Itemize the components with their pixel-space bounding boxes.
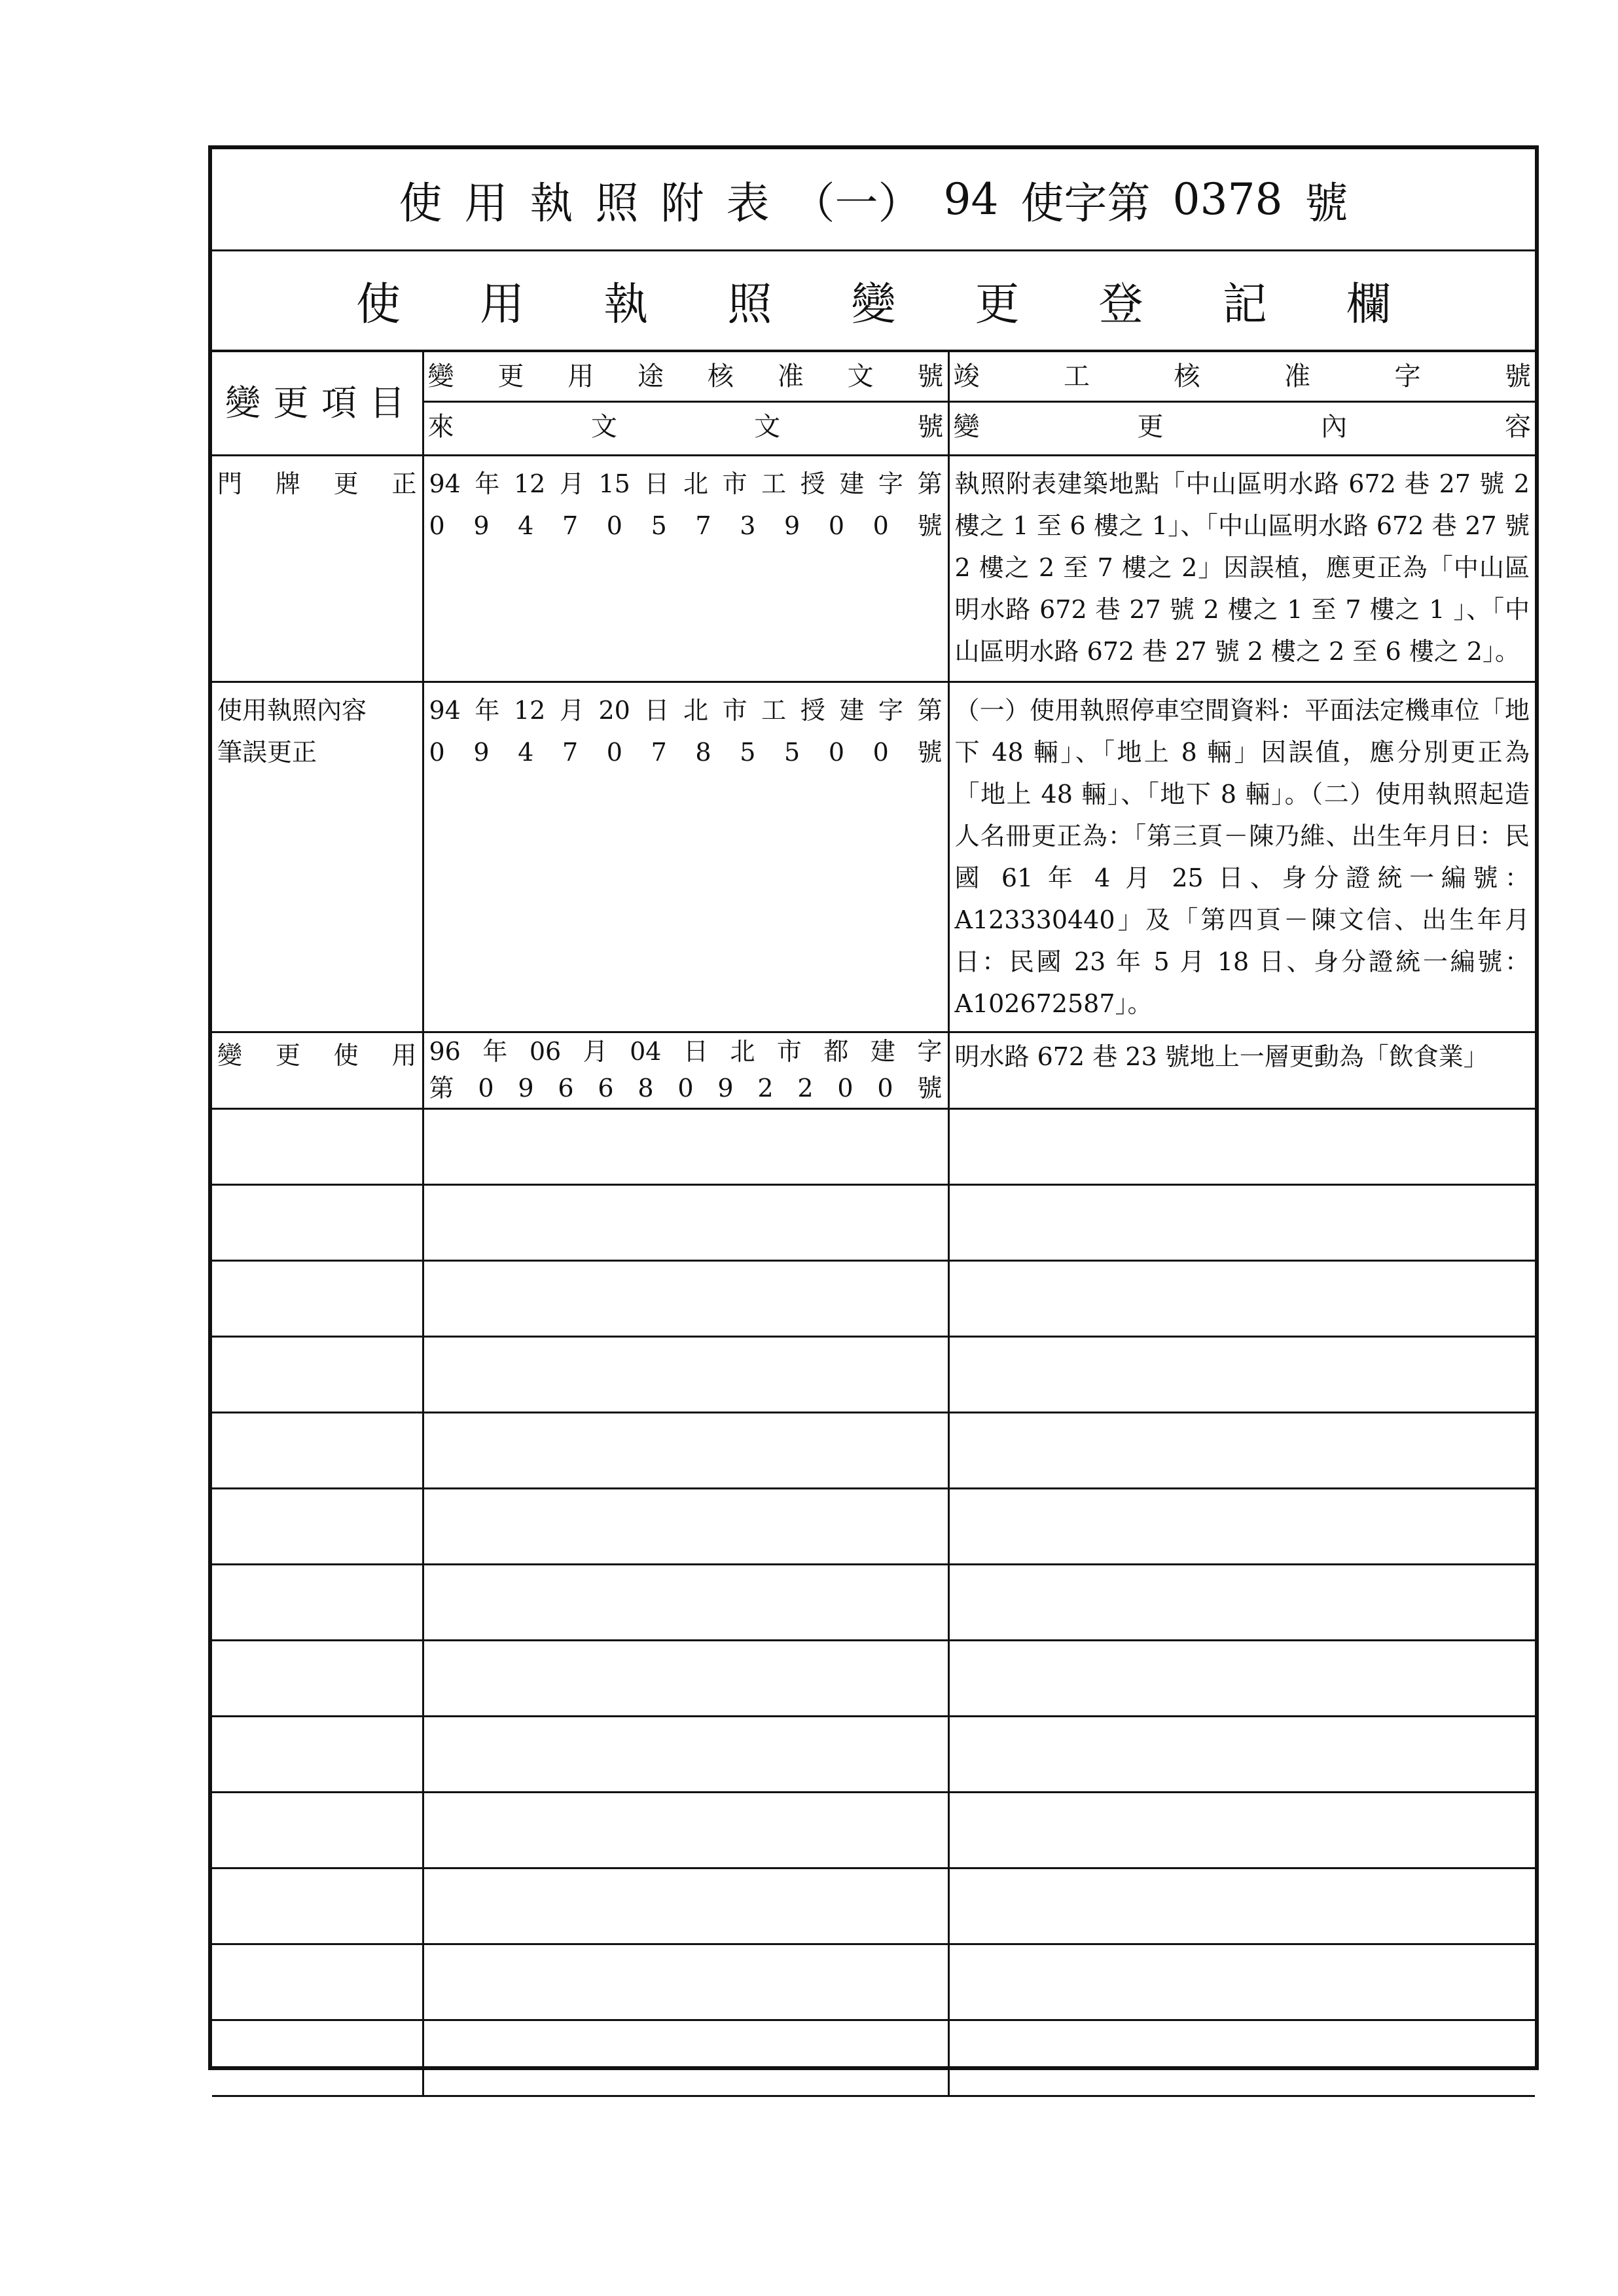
section-title-char: 登 xyxy=(1098,278,1143,331)
header-change-content xyxy=(950,401,1536,451)
section-title-char: 記 xyxy=(1222,278,1267,331)
doc-char: 北 xyxy=(683,469,709,498)
empty-row xyxy=(212,1337,1535,1413)
doc-char: 94 xyxy=(429,696,461,725)
empty-cell xyxy=(948,1641,1535,1717)
doc-line-2 xyxy=(429,1070,943,1106)
doc-char: 7 xyxy=(651,738,667,767)
doc-char: 0 xyxy=(872,738,889,767)
doc-char: 8 xyxy=(695,738,711,767)
section-title-char: 用 xyxy=(480,278,525,331)
header-item-label xyxy=(212,352,422,454)
header-char: 變 xyxy=(427,361,454,392)
empty-cell xyxy=(948,1109,1535,1185)
doc-char: 9 xyxy=(784,511,800,540)
doc-char: 建 xyxy=(839,696,865,725)
empty-cell xyxy=(423,1641,948,1717)
header-char: 核 xyxy=(707,361,734,392)
empty-cell xyxy=(212,1793,423,1868)
doc-char: 0 xyxy=(877,1074,893,1102)
doc-char: 9 xyxy=(473,511,490,540)
doc-char: 年 xyxy=(482,1037,508,1066)
doc-char: 建 xyxy=(839,469,865,498)
title-number: 94 xyxy=(943,174,999,225)
header-char: 來 xyxy=(427,412,454,442)
doc-char: 授 xyxy=(800,696,825,725)
doc-char: 北 xyxy=(730,1037,755,1066)
empty-cell xyxy=(212,1109,423,1185)
empty-cell xyxy=(212,2020,423,2096)
empty-cell xyxy=(212,1565,423,1641)
doc-line-2 xyxy=(429,731,943,773)
empty-cell xyxy=(212,1413,423,1489)
doc-line-1 xyxy=(429,689,943,731)
empty-cell xyxy=(212,1261,423,1337)
doc-line-1 xyxy=(429,463,943,505)
doc-char: 工 xyxy=(761,469,787,498)
empty-cell xyxy=(948,1413,1535,1489)
doc-char: 字 xyxy=(878,696,903,725)
doc-char: 市 xyxy=(776,1037,802,1066)
doc-char: 9 xyxy=(473,738,490,767)
section-title-chars xyxy=(356,251,1391,350)
row-item-label-line-1: 使用執照內容 xyxy=(217,696,367,725)
header-char: 號 xyxy=(1505,361,1531,392)
row-doc-cell xyxy=(423,1032,948,1109)
empty-cell xyxy=(212,1868,423,1944)
doc-char: 7 xyxy=(562,511,579,540)
doc-char: 12 xyxy=(514,469,546,498)
header-char: 文 xyxy=(847,361,874,392)
item-char: 更 xyxy=(275,1041,300,1070)
doc-char: 市 xyxy=(722,696,747,725)
empty-cell xyxy=(423,1793,948,1868)
row-doc-cell xyxy=(423,682,948,1032)
doc-char: 0 xyxy=(606,511,622,540)
header-char: 容 xyxy=(1504,412,1531,442)
doc-char: 0 xyxy=(872,511,889,540)
row-item-label-line-2: 筆誤更正 xyxy=(217,738,317,767)
doc-char: 工 xyxy=(761,696,787,725)
empty-row xyxy=(212,1717,1535,1793)
doc-char: 0 xyxy=(828,511,844,540)
page-title xyxy=(212,149,1535,251)
header-char: 變 xyxy=(953,412,980,442)
empty-cell xyxy=(948,2020,1535,2096)
doc-char: 北 xyxy=(683,696,709,725)
doc-char: 第 xyxy=(917,469,943,498)
doc-char: 第 xyxy=(429,1074,454,1102)
table-header-row xyxy=(212,352,1535,456)
doc-char: 日 xyxy=(683,1037,708,1066)
doc-char: 7 xyxy=(562,738,579,767)
empty-cell xyxy=(423,1413,948,1489)
header-char: 號 xyxy=(917,361,944,392)
header-char: 准 xyxy=(1284,361,1310,392)
section-title-char: 執 xyxy=(603,278,649,331)
title-char: 使字第 xyxy=(1020,178,1151,228)
empty-cell xyxy=(212,1489,423,1565)
header-doc-cell xyxy=(423,352,948,456)
doc-char: 5 xyxy=(784,738,800,767)
empty-cell xyxy=(423,1717,948,1793)
header-incoming-doc xyxy=(424,401,948,451)
empty-row xyxy=(212,1565,1535,1641)
empty-cell xyxy=(948,1261,1535,1337)
header-char: 內 xyxy=(1321,412,1348,442)
empty-cell xyxy=(948,1793,1535,1868)
empty-cell xyxy=(948,1944,1535,2020)
empty-cell xyxy=(212,1944,423,2020)
doc-char: 0 xyxy=(606,738,622,767)
row-item-cell xyxy=(212,682,423,1032)
item-char: 門 xyxy=(217,469,243,498)
title-char: （一） xyxy=(791,178,922,228)
doc-char: 6 xyxy=(598,1074,614,1102)
empty-cell xyxy=(423,1261,948,1337)
empty-cell xyxy=(948,1565,1535,1641)
empty-row xyxy=(212,1489,1535,1565)
empty-row xyxy=(212,1868,1535,1944)
doc-char: 9 xyxy=(518,1074,534,1102)
header-char: 號 xyxy=(917,412,944,442)
empty-row xyxy=(212,1413,1535,1489)
item-char: 更 xyxy=(333,469,359,498)
row-content-cell xyxy=(948,1032,1535,1109)
header-char: 工 xyxy=(1064,361,1090,392)
title-char: 執 xyxy=(530,178,573,228)
empty-cell xyxy=(948,1337,1535,1413)
doc-char: 0 xyxy=(837,1074,854,1102)
doc-char: 5 xyxy=(740,738,756,767)
doc-char: 12 xyxy=(514,696,546,725)
section-title-char: 變 xyxy=(851,278,896,331)
empty-row xyxy=(212,1793,1535,1868)
row-item-cell xyxy=(212,456,423,682)
doc-char: 年 xyxy=(475,696,500,725)
doc-char: 0 xyxy=(429,511,445,540)
title-char: 附 xyxy=(660,178,704,228)
doc-char: 建 xyxy=(870,1037,895,1066)
doc-char: 5 xyxy=(651,511,667,540)
empty-cell xyxy=(212,1641,423,1717)
doc-char: 0 xyxy=(478,1074,494,1102)
empty-cell xyxy=(423,1489,948,1565)
section-title-char: 使 xyxy=(356,278,401,331)
doc-char: 9 xyxy=(717,1074,734,1102)
doc-line-2 xyxy=(429,505,943,547)
empty-cell xyxy=(423,1185,948,1261)
header-char: 項 xyxy=(321,382,361,424)
header-char: 變 xyxy=(225,382,264,424)
doc-char: 號 xyxy=(917,738,943,767)
row-item-label xyxy=(217,463,417,505)
row-item-label xyxy=(217,1034,417,1076)
title-char: 照 xyxy=(595,178,639,228)
empty-cell xyxy=(948,1717,1535,1793)
doc-char: 0 xyxy=(828,738,844,767)
header-char: 竣 xyxy=(953,361,980,392)
doc-char: 2 xyxy=(757,1074,774,1102)
doc-char: 3 xyxy=(740,511,756,540)
empty-cell xyxy=(423,1868,948,1944)
empty-cell xyxy=(948,1185,1535,1261)
header-completion-no xyxy=(950,352,1536,401)
empty-cell xyxy=(423,1565,948,1641)
empty-cell xyxy=(948,1489,1535,1565)
title-char: 用 xyxy=(464,178,508,228)
header-char: 更 xyxy=(1137,412,1164,442)
doc-char: 0 xyxy=(677,1074,694,1102)
header-char: 更 xyxy=(497,361,524,392)
doc-char: 第 xyxy=(917,696,943,725)
doc-char: 6 xyxy=(558,1074,574,1102)
empty-row xyxy=(212,1261,1535,1337)
doc-char: 96 xyxy=(429,1037,461,1066)
doc-char: 月 xyxy=(583,1037,608,1066)
section-title-char: 更 xyxy=(975,278,1020,331)
item-char: 變 xyxy=(217,1041,243,1070)
section-title xyxy=(212,251,1535,352)
doc-char: 月 xyxy=(559,469,584,498)
doc-char: 市 xyxy=(722,469,747,498)
header-char: 字 xyxy=(1394,361,1421,392)
doc-char: 字 xyxy=(878,469,903,498)
empty-cell xyxy=(423,2020,948,2096)
title-char: 使 xyxy=(399,178,442,228)
section-title-char: 欄 xyxy=(1346,278,1391,331)
header-char: 用 xyxy=(567,361,594,392)
doc-char: 06 xyxy=(529,1037,562,1066)
doc-char: 日 xyxy=(644,696,670,725)
header-char: 准 xyxy=(777,361,804,392)
empty-cell xyxy=(423,1109,948,1185)
empty-row xyxy=(212,1185,1535,1261)
empty-row xyxy=(212,1944,1535,2020)
doc-char: 15 xyxy=(598,469,630,498)
empty-cell xyxy=(212,1337,423,1413)
header-char: 更 xyxy=(273,382,313,424)
empty-row xyxy=(212,1109,1535,1185)
change-content-text: （一）使用執照停車空間資料：平面法定機車位「地下 48 輛」、「地上 8 輛」因誤值，應分別更正為「地上 48 輛」、「地下 8 輛」。（二）使用執照起造人名冊更正為：「第三頁－陳乃維、出生年月日：民國 61 年 4 月 25 日、身分證統一編號：A123330440」及「第四頁－陳文信、出生年月日：民國 23 年 5 月 18 日、身分證統一編號：A102672587」。 xyxy=(954,696,1530,1018)
title-number: 0378 xyxy=(1172,174,1283,225)
empty-cell xyxy=(948,1868,1535,1944)
table-row xyxy=(212,456,1535,682)
doc-char: 都 xyxy=(823,1037,849,1066)
change-content-text: 執照附表建築地點「中山區明水路 672 巷 27 號 2 樓之 1 至 6 樓之 1」、「中山區明水路 672 巷 27 號 2 樓之 2 至 7 樓之 2」因誤植，應更正為「中山區明水路 672 巷 27 號 2 樓之 1 至 7 樓之 1 」、「中山區明水路 672 巷 27 號 2 樓之 2 至 6 樓之 2」。 xyxy=(954,469,1530,666)
section-title-char: 照 xyxy=(727,278,772,331)
header-approval-doc xyxy=(424,352,948,401)
header-char: 目 xyxy=(369,382,409,424)
header-char: 核 xyxy=(1174,361,1200,392)
doc-char: 94 xyxy=(429,469,461,498)
doc-char: 號 xyxy=(917,1074,943,1102)
empty-cell xyxy=(423,1944,948,2020)
permit-change-form xyxy=(208,145,1539,2070)
doc-char: 2 xyxy=(797,1074,814,1102)
item-char: 用 xyxy=(391,1041,417,1070)
doc-char: 8 xyxy=(638,1074,654,1102)
empty-cell xyxy=(423,1337,948,1413)
item-char: 使 xyxy=(333,1041,359,1070)
header-item-cell xyxy=(212,352,423,456)
item-char: 正 xyxy=(391,469,417,498)
doc-char: 0 xyxy=(429,738,445,767)
row-doc-cell xyxy=(423,456,948,682)
row-content-cell xyxy=(948,682,1535,1032)
doc-char: 日 xyxy=(644,469,670,498)
doc-char: 授 xyxy=(800,469,825,498)
doc-char: 20 xyxy=(598,696,630,725)
empty-cell xyxy=(212,1717,423,1793)
empty-row xyxy=(212,1641,1535,1717)
row-item-cell xyxy=(212,1032,423,1109)
header-char: 文 xyxy=(754,412,781,442)
doc-char: 字 xyxy=(917,1037,943,1066)
change-record-table xyxy=(212,352,1535,2097)
change-content-text: 明水路 672 巷 23 號地上一層更動為「飲食業」 xyxy=(954,1042,1488,1071)
header-char: 文 xyxy=(590,412,617,442)
doc-char: 4 xyxy=(518,511,534,540)
item-char: 牌 xyxy=(275,469,300,498)
empty-row xyxy=(212,2020,1535,2096)
table-row xyxy=(212,682,1535,1032)
doc-char: 4 xyxy=(518,738,534,767)
doc-char: 04 xyxy=(630,1037,662,1066)
row-content-cell xyxy=(948,456,1535,682)
table-row xyxy=(212,1032,1535,1109)
doc-char: 號 xyxy=(917,511,943,540)
title-char: 表 xyxy=(726,178,770,228)
doc-char: 月 xyxy=(559,696,584,725)
doc-line-1 xyxy=(429,1033,943,1070)
title-chars xyxy=(399,168,1348,230)
title-char: 號 xyxy=(1304,178,1348,228)
doc-char: 7 xyxy=(695,511,711,540)
doc-char: 年 xyxy=(475,469,500,498)
header-char: 途 xyxy=(638,361,664,392)
empty-cell xyxy=(212,1185,423,1261)
header-content-cell xyxy=(948,352,1535,456)
